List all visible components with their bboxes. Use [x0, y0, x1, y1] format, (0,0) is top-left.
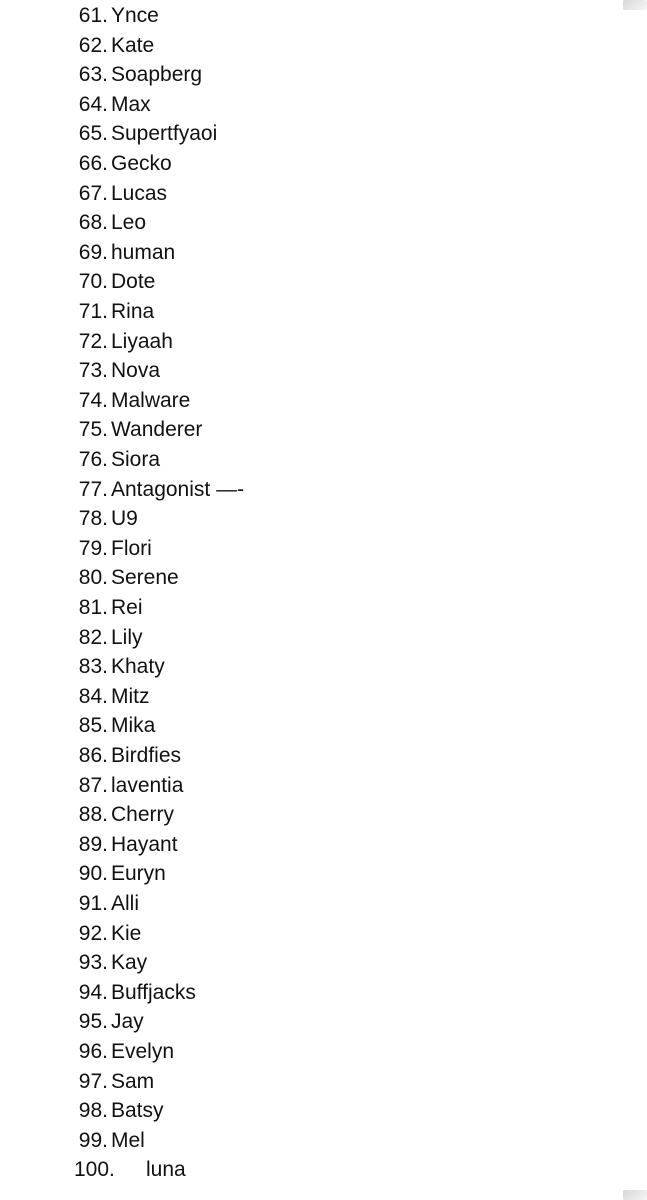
list-item-number: 91.	[78, 892, 108, 915]
list-item-name: Leo	[111, 211, 147, 235]
list-item	[0, 800, 647, 830]
list-item-name: Rei	[111, 596, 143, 619]
list-item	[0, 919, 647, 949]
list-item-name: Dote	[111, 270, 156, 294]
list-item	[0, 1037, 647, 1067]
list-item-name: Euryn	[111, 862, 166, 886]
list-item-name: Hayant	[111, 832, 178, 856]
list-item-number: 63.	[78, 63, 108, 87]
list-item-name: Mitz	[111, 684, 150, 708]
list-item	[0, 119, 647, 149]
list-item-number: 90.	[78, 862, 108, 886]
list-item	[0, 741, 647, 771]
list-item	[0, 386, 647, 416]
list-item-name: human	[111, 240, 176, 264]
list-item-number: 79.	[78, 536, 108, 560]
list-item-number: 89.	[78, 832, 108, 856]
list-item-name: Khaty	[111, 655, 165, 679]
list-item	[0, 534, 647, 564]
list-item-name: Serene	[111, 566, 179, 590]
list-item-number: 93.	[78, 951, 108, 975]
list-item-name: Kate	[111, 33, 155, 57]
list-item-number: 82.	[78, 625, 108, 649]
list-item-name: Nova	[111, 359, 161, 383]
list-item-number: 83.	[78, 655, 108, 679]
list-item-number: 85.	[78, 714, 108, 738]
list-item-name: Supertfyaoi	[111, 122, 218, 146]
list-item-name: Rina	[111, 300, 155, 323]
list-item-number: 100.	[74, 1158, 115, 1182]
list-item-number: 67.	[78, 181, 108, 205]
list-item-name: Wanderer	[111, 418, 203, 442]
list-item	[0, 31, 647, 61]
list-item	[0, 889, 647, 919]
list-item	[0, 593, 647, 623]
list-item	[0, 1096, 647, 1126]
list-item	[0, 623, 647, 653]
list-item-number: 97.	[78, 1069, 108, 1093]
list-item-number: 84.	[78, 684, 108, 708]
list-item-number: 65.	[78, 122, 108, 146]
list-item-number: 66.	[78, 152, 108, 175]
list-item	[0, 859, 647, 889]
list-item-number: 99.	[78, 1128, 108, 1152]
list-item-name: Gecko	[111, 152, 172, 175]
list-item-number: 61.	[78, 4, 108, 27]
list-item	[0, 60, 647, 90]
list-item	[0, 1067, 647, 1097]
list-item-number: 62.	[78, 33, 108, 57]
list-item-number: 75.	[78, 418, 108, 442]
list-item-number: 71.	[78, 300, 108, 323]
list-item	[0, 771, 647, 801]
list-item-name: Buffjacks	[111, 980, 196, 1004]
list-item-name: Siora	[111, 448, 161, 471]
list-item	[0, 978, 647, 1008]
list-item-number: 76.	[78, 448, 108, 471]
list-item-number: 96.	[78, 1040, 108, 1063]
list-item-name: Batsy	[111, 1099, 164, 1123]
list-item-number: 87.	[78, 773, 108, 797]
list-item	[0, 415, 647, 445]
list-item	[0, 563, 647, 593]
list-item	[0, 504, 647, 534]
list-item-name: Antagonist —-	[111, 477, 245, 501]
list-item-number: 70.	[78, 270, 108, 294]
list-item-number: 81.	[78, 596, 108, 619]
list-item-name: U9	[111, 507, 138, 531]
list-item-name: Mika	[111, 714, 156, 738]
list-item-name: Alli	[111, 892, 140, 915]
list-item-name: Liyaah	[111, 329, 173, 353]
list-item	[0, 948, 647, 978]
list-item	[0, 1, 647, 31]
list-item-name: Sam	[111, 1069, 155, 1093]
list-item	[0, 682, 647, 712]
list-item	[0, 179, 647, 209]
list-item-name: Evelyn	[111, 1040, 175, 1063]
list-item	[0, 445, 647, 475]
list-item-number: 64.	[78, 92, 108, 116]
list-item-number: 94.	[78, 980, 108, 1004]
page-corner-top	[623, 0, 647, 10]
list-item-number: 98.	[78, 1099, 108, 1123]
list-item	[0, 238, 647, 268]
list-item-name: Lucas	[111, 181, 168, 205]
list-item-name: Malware	[111, 388, 191, 412]
list-item	[0, 1007, 647, 1037]
list-item-number: 92.	[78, 921, 108, 945]
list-item	[0, 1126, 647, 1156]
list-item-name: Kay	[111, 951, 148, 975]
list-item-number: 74.	[78, 388, 108, 412]
list-item-name: Mel	[111, 1128, 145, 1152]
list-item-name: Cherry	[111, 803, 175, 827]
list-item-number: 72.	[78, 329, 108, 353]
list-item	[0, 90, 647, 120]
list-item-name: Lily	[111, 625, 143, 649]
page-corner-bottom	[623, 1190, 647, 1200]
list-item	[0, 475, 647, 505]
list-item	[0, 208, 647, 238]
list-item-number: 88.	[78, 803, 108, 827]
list-item-number: 73.	[78, 359, 108, 383]
list-item-name: Flori	[111, 536, 152, 560]
list-item-name: Max	[111, 92, 151, 116]
list-item	[0, 652, 647, 682]
list-item	[0, 356, 647, 386]
list-item-number: 80.	[78, 566, 108, 590]
list-item	[0, 327, 647, 357]
list-item-number: 95.	[78, 1010, 108, 1034]
list-item-name: luna	[146, 1158, 186, 1182]
list-item-number: 68.	[78, 211, 108, 235]
list-item-name: Soapberg	[111, 63, 203, 87]
list-item-name: Ynce	[111, 4, 159, 27]
list-item-name: Birdfies	[111, 744, 182, 767]
list-item	[0, 149, 647, 179]
list-item-name: Kie	[111, 921, 142, 945]
list-item	[0, 267, 647, 297]
list-item-number: 78.	[78, 507, 108, 531]
list-item-number: 77.	[78, 477, 108, 501]
list-item	[0, 711, 647, 741]
list-item-number: 69.	[78, 240, 108, 264]
list-item	[0, 297, 647, 327]
list-item-name: Jay	[111, 1010, 144, 1034]
list-item-number: 86.	[78, 744, 108, 767]
list-item-name: laventia	[111, 773, 184, 797]
list-item	[0, 1155, 647, 1185]
list-item	[0, 830, 647, 860]
